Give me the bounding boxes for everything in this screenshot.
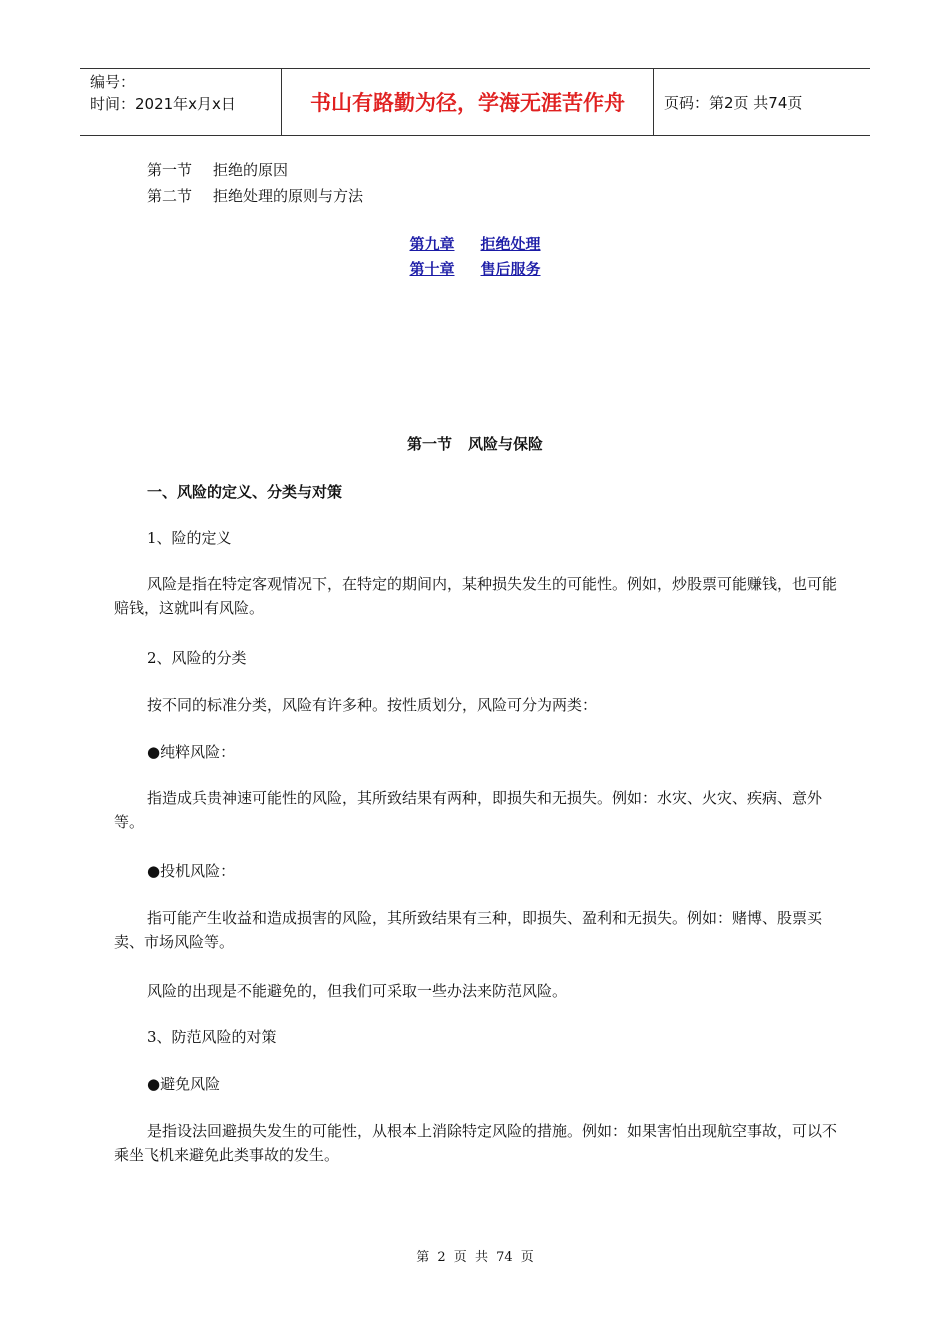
section-num: 第一节: [406, 435, 452, 453]
chapter-link-num: 第九章: [409, 235, 455, 253]
chapter-link-num: 第十章: [409, 260, 455, 278]
footer-ye2: 页: [520, 1250, 534, 1265]
paragraph-4: 指可能产生收益和造成损害的风险，其所致结果有三种，即损失、盈利和无损失。例如：赌博、股票买卖、市场风险等。: [114, 909, 823, 951]
footer-ye: 页: [453, 1250, 467, 1265]
bullet-avoid-risk: ●避免风险: [147, 1075, 221, 1093]
paragraph-3: 指造成兵贵神速可能性的风险，其所致结果有两种，即损失和无损失。例如：水灾、火灾、疾病、意外等。: [114, 789, 823, 831]
toc-item-title: 拒绝处理的原则与方法: [213, 187, 364, 205]
paragraph-6: 是指设法回避损失发生的可能性，从根本上消除特定风险的措施。例如：如果害怕出现航空事故，可以不乘坐飞机来避免此类事故的发生。: [114, 1122, 838, 1164]
heading-1: 一、风险的定义、分类与对策: [147, 483, 343, 501]
subheading-3: 3、防范风险的对策: [147, 1028, 277, 1046]
toc-item-2: [147, 186, 363, 206]
subheading-1: 1、险的定义: [147, 529, 232, 547]
toc-item-title: 拒绝的原因: [213, 161, 289, 179]
toc-item-num: 第一节: [147, 161, 193, 179]
motto: 书山有路勤为径，学海无涯苦作舟: [282, 69, 654, 135]
chapter-link-title: 拒绝处理: [480, 235, 541, 253]
section-title: [0, 433, 950, 454]
toc-item-num: 第二节: [147, 187, 193, 205]
bullet-pure-risk: ●纯粹风险：: [147, 743, 236, 761]
chapter-link-10-line: [0, 259, 950, 279]
paragraph-2: 按不同的标准分类，风险有许多种。按性质划分，风险可分为两类：: [147, 696, 598, 714]
bullet-speculative-risk: ●投机风险：: [147, 862, 236, 880]
section-name: 风险与保险: [468, 435, 544, 453]
header-left-cell: [80, 69, 282, 135]
toc-item-1: [147, 160, 288, 180]
chapter-link-9[interactable]: [409, 235, 540, 253]
paragraph-5: 风险的出现是不能避免的，但我们可采取一些办法来防范风险。: [147, 982, 568, 1000]
time-label: 时间：2021年x月x日: [90, 95, 236, 113]
chapter-link-9-line: [0, 234, 950, 254]
page-info: 页码：第2页 共74页: [664, 93, 803, 112]
header-table: [80, 68, 870, 136]
footer-di: 第: [416, 1250, 430, 1265]
footer-page: 2: [437, 1250, 446, 1265]
footer-total: 74: [496, 1250, 513, 1265]
chapter-link-title: 售后服务: [480, 260, 541, 278]
chapter-link-10[interactable]: [409, 260, 540, 278]
footer-gong: 共: [474, 1250, 488, 1265]
page-footer: [0, 1246, 950, 1265]
number-label: 编号：: [90, 73, 136, 91]
paragraph-1: 风险是指在特定客观情况下，在特定的期间内，某种损失发生的可能性。例如，炒股票可能赚钱，也可能赔钱，这就叫有风险。: [114, 575, 838, 617]
subheading-2: 2、风险的分类: [147, 649, 247, 667]
